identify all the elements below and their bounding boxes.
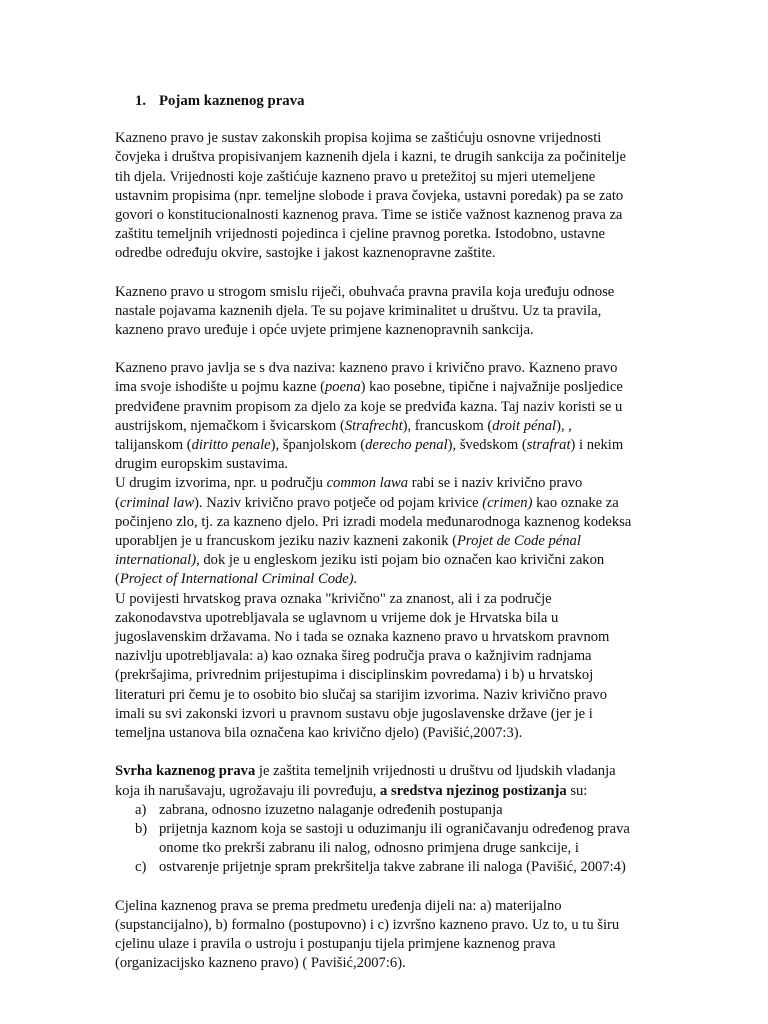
- italic-term: (crimen): [482, 494, 533, 511]
- text-run: ), švedskom (: [447, 437, 527, 454]
- italic-term: strafrat: [526, 437, 571, 454]
- section-number: 1.: [135, 93, 147, 109]
- italic-term: Projet de Code pénal international),: [115, 533, 581, 569]
- list-item-text: ostvarenje prijetnje spram prekršitelja takve zabrane ili naloga (Pavišić, 2007:4): [159, 859, 626, 876]
- paragraph-gap: [115, 264, 655, 283]
- list-item-text: prijetnja kaznom koja se sastoji u oduzimanju ili ograničavanju određenog prava onome tko prekrši zabranu ili nalog, odnosno primjena druge sankcije, i: [159, 820, 630, 857]
- paragraph-gap: [115, 340, 655, 359]
- text-run: kao oznake za počinjeno zlo, tj. za kazneno djelo. Pri izradi modela međunarodnoga kaznenog kodeksa uporabljen je u francuskom jeziku naziv kazneni zakonik (: [115, 494, 632, 550]
- text-run: Kazneno pravo javlja se s dva naziva: kazneno pravo i krivično pravo. Kazneno pravo ima svoje ishodište u pojmu kazne (: [115, 360, 618, 396]
- paragraph-gap: [115, 743, 655, 762]
- section-heading: [135, 92, 655, 111]
- text-run: su:: [566, 782, 588, 799]
- text-run: dok je u engleskom jeziku isti pojam bio označen kao krivični zakon (: [115, 552, 605, 588]
- text-run: ), francuskom (: [402, 417, 493, 434]
- means-list: [115, 801, 655, 878]
- text-run: ) kao posebne, tipične i najvažnije posljedice predviđene pravnim propisom za djelo za koje se predviđa kazna. Taj naziv koristi se u austrijskom, njemačkom i švicarskom (: [115, 379, 623, 434]
- italic-term: droit pénal: [492, 417, 557, 434]
- paragraph-strict-sense: Kazneno pravo u strogom smislu riječi, obuhvaća pravna pravila koja uređuju odnose nastale pojavama kaznenih djela. Te su pojave kriminalitet u društvu. Uz ta pravila, kazneno pravo uređuje i opće uvjete primjene kaznenopravnih sankcija.: [115, 283, 615, 339]
- list-marker: b): [135, 820, 148, 837]
- list-marker: c): [135, 859, 147, 876]
- paragraph-gap: [115, 878, 655, 897]
- list-item: [115, 820, 655, 858]
- italic-term: diritto penale: [191, 437, 271, 454]
- paragraph-other-sources: [115, 474, 655, 589]
- text-run: rabi se i naziv krivično pravo (: [115, 475, 583, 511]
- paragraph-structure: Cjelina kaznenog prava se prema predmetu uređenja dijeli na: a) materijalno (supstancijalno), b) formalno (postupovno) i c) izvršno kazneno pravo. Uz to, u tu širu cjelinu ulaze i pravila o ustroju i postupanju tijela primjene kaznenog prava (organizacijsko kazneno pravo) ( Pavišić,2007:6).: [115, 897, 620, 972]
- italic-term: criminal law: [119, 494, 195, 511]
- list-item: [115, 858, 655, 877]
- italic-term: derecho penal: [365, 437, 448, 454]
- list-item: [115, 801, 655, 820]
- list-item-text: zabrana, odnosno izuzetno nalaganje određenih postupanja: [159, 801, 503, 818]
- text-run: ), , talijanskom (: [115, 417, 572, 454]
- text-run: ). Naziv krivično pravo potječe od pojam krivice: [194, 494, 483, 511]
- italic-term: Strafrecht: [344, 417, 403, 434]
- text-run: ) i nekim drugim europskim sustavima.: [115, 437, 624, 473]
- italic-term: Project of International Criminal Code).: [119, 571, 358, 588]
- text-run: je zaštita temeljnih vrijednosti u društvu od ljudskih vladanja koja ih narušavaju, ugrožavaju ili povređuju,: [115, 763, 616, 799]
- list-marker: a): [135, 801, 147, 818]
- paragraph-croatian-history: U povijesti hrvatskog prava oznaka "krivično" za znanost, ali i za područje zakonodavstva upotrebljavala se uglavnom u vrijeme dok je Hrvatska bila u jugoslavenskim državama. No i tada se oznaka kazneno pravo u hrvatskom pravnom nazivlju upotrebljavala: a) kao oznaka šireg područja prava o kažnjivim radnjama (prekršajima, privrednim prijestupima i disciplinskim povredama) i b) u hrvatskoj literaturi pri čemu je to osobito bio slučaj sa starijim izvorima. Naziv krivično pravo imali su svi zakonski izvori u pravnom sustavu obje jugoslavenske države (jer je i temeljna ustanova bila označena kao krivično djelo) (Pavišić,2007:3).: [115, 590, 610, 742]
- paragraph-definition: Kazneno pravo je sustav zakonskih propisa kojima se zaštićuju osnovne vrijednosti čovjeka i društva propisivanjem kaznenih djela i kazni, te drugih sankcija za počinitelje tih djela. Vrijednosti koje zaštićuje kazneno pravo u pretežitoj su mjeri utemeljene ustavnim propisima (npr. temeljne slobode i prava čovjeka, ustavni poredak) pa se zato govori o konstitucionalnosti kaznenog prava. Time se ističe važnost kaznenog prava za zaštitu temeljnih vrijednosti pojedinca i cjeline pravnog poretka. Istodobno, ustavne odredbe određuju okvire, sastojke i jakost kaznenopravne zaštite.: [115, 130, 627, 262]
- text-run: ), španjolskom (: [270, 437, 366, 454]
- italic-term: common lawa: [326, 475, 409, 492]
- bold-term: Svrha kaznenog prava: [115, 763, 256, 780]
- paragraph-purpose: [115, 762, 655, 800]
- document-content: [115, 92, 655, 973]
- paragraph-two-names: [115, 359, 655, 474]
- section-title: Pojam kaznenog prava: [159, 93, 305, 109]
- text-run: U drugim izvorima, npr. u području: [115, 475, 327, 492]
- italic-term: poena: [324, 379, 361, 396]
- bold-term: a sredstva njezinog postizanja: [380, 782, 567, 799]
